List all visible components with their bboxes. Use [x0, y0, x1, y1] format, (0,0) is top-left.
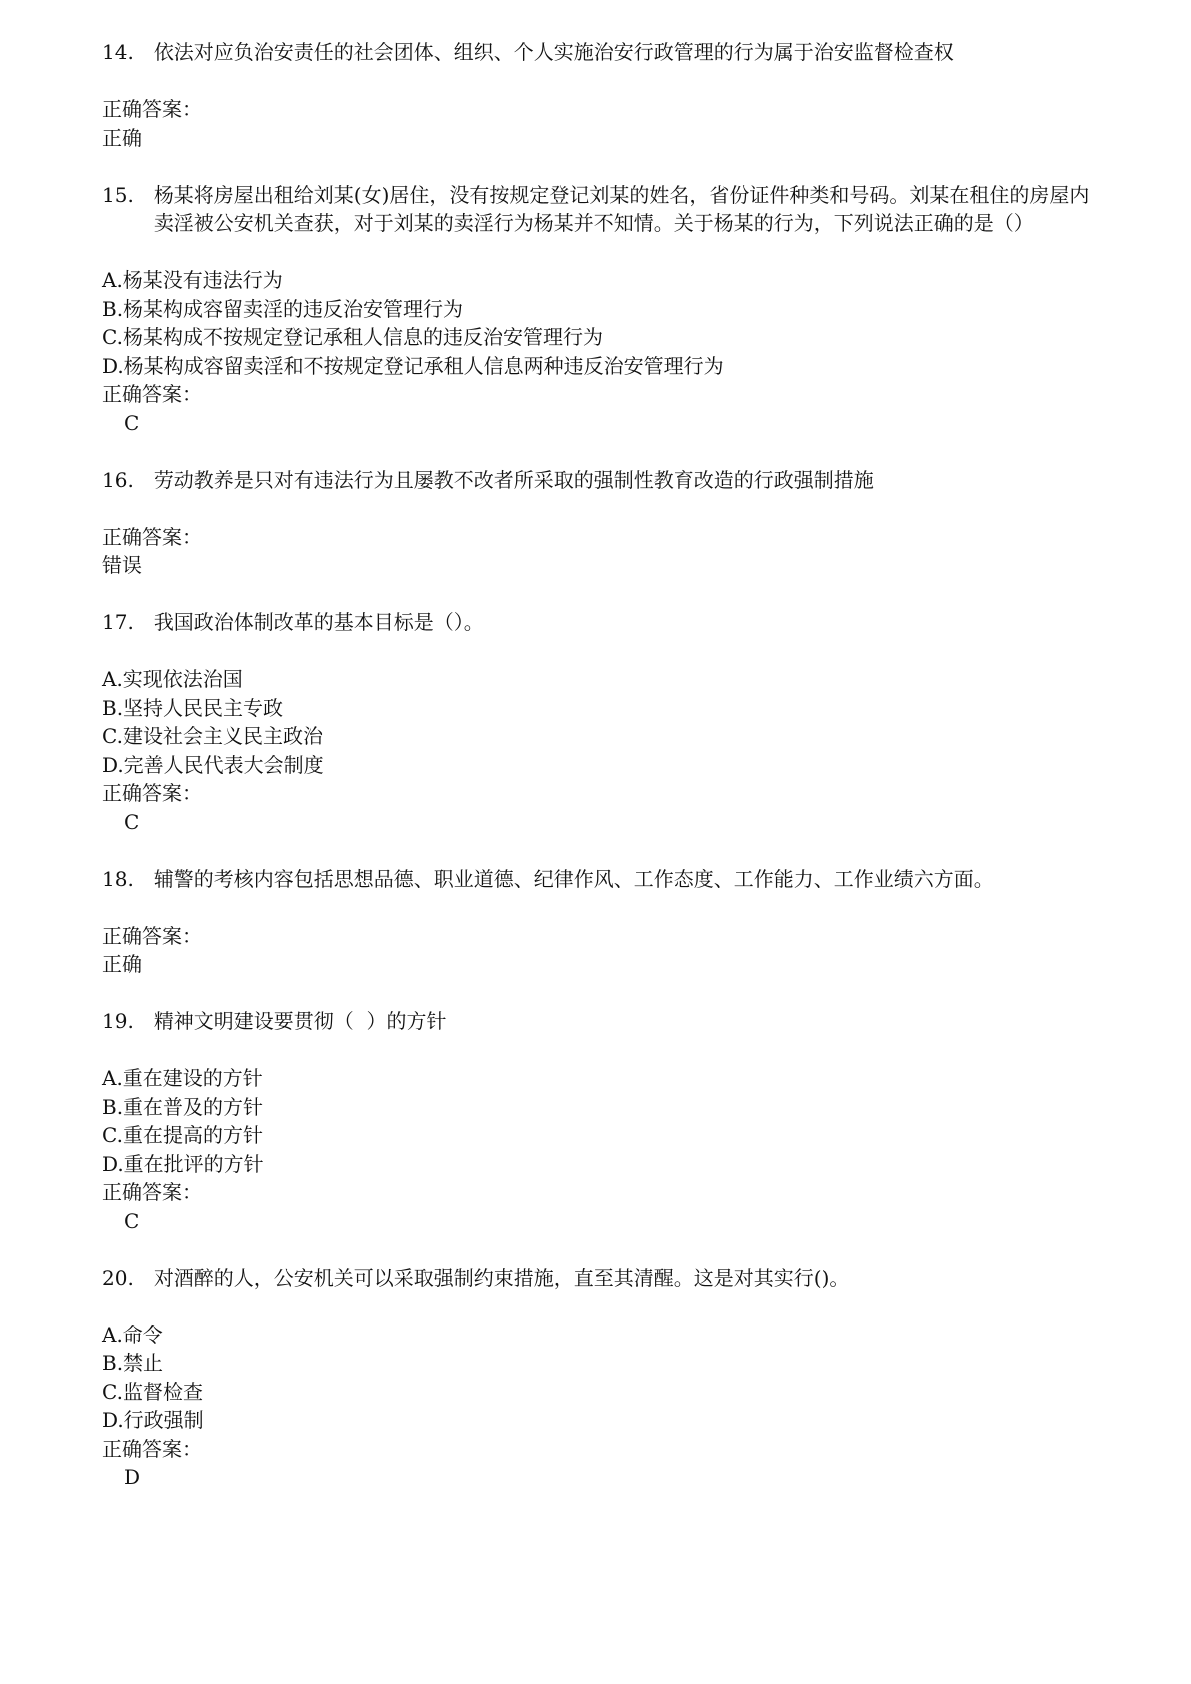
option-a: A.重在建设的方针 [102, 1066, 263, 1090]
question-stem: 对酒醉的人，公安机关可以采取强制约束措施，直至其清醒。这是对其实行()。 [153, 1265, 850, 1290]
question-stem: 杨某将房屋出租给刘某(女)居住，没有按规定登记刘某的姓名，省份证件种类和号码。刘某在租住的房屋内卖淫被公安机关查获，对于刘某的卖淫行为杨某并不知情。关于杨某的行为，下列说法正确的是（） [153, 182, 1090, 235]
question-16 [102, 466, 1102, 609]
question-number: 19. [102, 1009, 134, 1033]
answer-value: 正确 [102, 952, 142, 976]
answer-label: 正确答案： [102, 382, 202, 406]
answer-label: 正确答案： [102, 524, 202, 549]
option-c: C.重在提高的方针 [102, 1123, 263, 1147]
option-c: C.监督检查 [102, 1379, 203, 1404]
question-stem-row [102, 608, 1102, 637]
answer-value: C [124, 1208, 140, 1233]
question-stem: 我国政治体制改革的基本目标是（）。 [153, 610, 484, 634]
question-15 [102, 181, 1102, 466]
question-stem: 辅警的考核内容包括思想品德、职业道德、纪律作风、工作态度、工作能力、工作业绩六方面。 [153, 866, 994, 891]
question-number: 18. [102, 866, 134, 891]
option-d: D.重在批评的方针 [102, 1151, 264, 1176]
question-19 [102, 1007, 1102, 1264]
option-c: C.建设社会主义民主政治 [102, 724, 323, 748]
question-stem-row [102, 466, 1102, 495]
question-number: 15. [102, 182, 134, 207]
question-number: 20. [102, 1265, 134, 1290]
option-c: C.杨某构成不按规定登记承租人信息的违反治安管理行为 [102, 325, 603, 349]
question-stem-row [102, 1264, 1102, 1293]
option-b: B.杨某构成容留卖淫的违反治安管理行为 [102, 296, 464, 321]
answer-label: 正确答案： [102, 923, 202, 948]
answer-label: 正确答案： [102, 1180, 202, 1204]
question-stem-row [102, 1007, 1102, 1036]
answer-value: C [124, 410, 140, 435]
question-number: 16. [102, 467, 134, 492]
answer-label: 正确答案： [102, 97, 202, 121]
option-b: B.禁止 [102, 1351, 164, 1375]
option-a: A.杨某没有违法行为 [102, 268, 283, 292]
question-20 [102, 1264, 1102, 1492]
option-d: D.完善人民代表大会制度 [102, 752, 324, 777]
question-17 [102, 608, 1102, 865]
answer-value: C [124, 809, 140, 834]
question-number: 17. [102, 610, 134, 634]
question-stem: 劳动教养是只对有违法行为且屡教不改者所采取的强制性教育改造的行政强制措施 [153, 467, 874, 492]
question-stem: 精神文明建设要贯彻（ ）的方针 [153, 1009, 447, 1033]
option-a: A.实现依法治国 [102, 667, 243, 691]
answer-value: D [124, 1465, 141, 1489]
question-stem: 依法对应负治安责任的社会团体、组织、个人实施治安行政管理的行为属于治安监督检查权 [153, 40, 954, 64]
question-18 [102, 865, 1102, 1008]
answer-label: 正确答案： [102, 1436, 202, 1461]
question-stem-row [102, 38, 1102, 67]
answer-value: 错误 [102, 553, 142, 577]
answer-label: 正确答案： [102, 781, 202, 805]
question-number: 14. [102, 40, 134, 64]
question-stem-row [102, 865, 1102, 894]
option-b: B.坚持人民民主专政 [102, 695, 284, 720]
question-stem-row [102, 181, 1102, 238]
option-b: B.重在普及的方针 [102, 1094, 264, 1119]
option-d: D.杨某构成容留卖淫和不按规定登记承租人信息两种违反治安管理行为 [102, 353, 724, 378]
answer-value: 正确 [102, 125, 142, 150]
document-page [102, 38, 1102, 1492]
option-d: D.行政强制 [102, 1408, 204, 1432]
question-14 [102, 38, 1102, 181]
option-a: A.命令 [102, 1322, 163, 1347]
